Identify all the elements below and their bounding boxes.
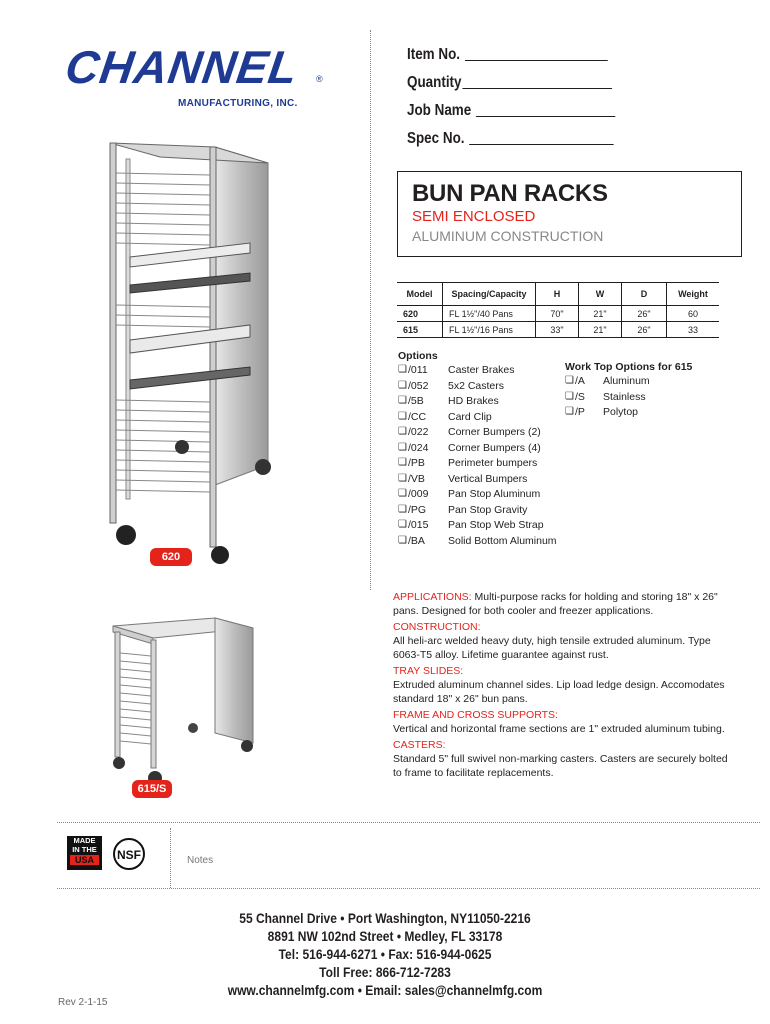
col-spacing: Spacing/Capacity xyxy=(443,283,536,306)
checkbox-icon[interactable]: ❏ xyxy=(398,519,407,530)
option-item[interactable] xyxy=(398,442,557,458)
description-section xyxy=(393,590,733,782)
option-code: /5B xyxy=(408,395,424,407)
revision-label: Rev 2-1-15 xyxy=(58,997,108,1008)
address-line-2: 8891 NW 102nd Street • Medley, FL 33178 xyxy=(267,928,503,944)
options-list xyxy=(398,350,557,550)
tray-slides-text: Extruded aluminum channel sides. Lip load ledge design. Accomodates standard 18" x 26" bun pans. xyxy=(393,679,725,705)
casters-heading: CASTERS: xyxy=(393,739,446,751)
cell-d: 26" xyxy=(622,306,667,322)
option-code: /VB xyxy=(408,472,425,485)
spec-table-header xyxy=(397,283,719,306)
product-title: BUN PAN RACKS xyxy=(412,180,608,207)
option-label: Pan Stop Aluminum xyxy=(448,488,541,500)
notes-label: Notes xyxy=(187,855,214,866)
option-item[interactable] xyxy=(398,457,557,473)
registered-mark: ® xyxy=(316,74,323,84)
option-label: Solid Bottom Aluminum xyxy=(448,534,557,547)
frame-heading: FRAME AND CROSS SUPPORTS: xyxy=(393,709,558,721)
option-label: 5x2 Casters xyxy=(448,379,505,392)
work-top-option-label: Polytop xyxy=(603,406,639,418)
cell-weight: 60 xyxy=(687,308,698,319)
product-subtitle: SEMI ENCLOSED xyxy=(412,208,536,225)
quantity-field[interactable] xyxy=(407,64,616,92)
work-top-option-item[interactable] xyxy=(565,406,692,422)
option-code: /011 xyxy=(408,364,428,376)
option-item[interactable] xyxy=(398,535,557,551)
usa-text: USA xyxy=(70,855,99,865)
option-item[interactable] xyxy=(398,504,557,520)
channel-logo xyxy=(62,38,328,118)
option-item[interactable] xyxy=(398,426,557,442)
work-top-option-item[interactable] xyxy=(565,375,692,391)
job-name-field[interactable] xyxy=(407,92,616,120)
spec-no-field[interactable] xyxy=(407,120,616,148)
casters-text: Standard 5" full swivel non-marking casters. Casters are securely bolted to frame to facilitate replacements. xyxy=(393,753,728,779)
option-item[interactable] xyxy=(398,364,557,380)
made-in-usa-badge xyxy=(67,836,102,870)
logo-subtitle: MANUFACTURING, INC. xyxy=(178,98,298,109)
checkbox-icon[interactable]: ❏ xyxy=(565,390,574,402)
option-item[interactable] xyxy=(398,380,557,396)
phone-fax-line: Tel: 516-944-6271 • Fax: 516-944-0625 xyxy=(278,946,492,962)
vertical-divider xyxy=(370,30,371,590)
work-top-option-code: /S xyxy=(575,390,585,403)
work-top-option-code: /P xyxy=(575,406,585,418)
checkbox-icon[interactable]: ❏ xyxy=(398,534,407,546)
tray-slides-heading: TRAY SLIDES: xyxy=(393,665,464,677)
option-code: /022 xyxy=(408,426,429,438)
option-item[interactable] xyxy=(398,411,557,427)
col-w: W xyxy=(579,283,622,306)
item-no-label: Item No. xyxy=(407,46,461,63)
option-label: Perimeter bumpers xyxy=(448,457,538,469)
option-code: /PB xyxy=(408,457,425,469)
nsf-logo xyxy=(110,838,148,870)
spec-no-line[interactable] xyxy=(470,144,614,145)
checkbox-icon[interactable]: ❏ xyxy=(398,441,407,453)
applications-heading: APPLICATIONS: xyxy=(393,591,472,603)
col-model: Model xyxy=(397,283,443,306)
separator-top xyxy=(57,822,760,823)
nsf-text: NSF xyxy=(117,848,141,862)
col-weight: Weight xyxy=(667,283,720,306)
job-name-line[interactable] xyxy=(476,116,615,117)
cell-spacing: FL 1½"/40 Pans xyxy=(443,306,536,322)
cell-w: 21" xyxy=(579,306,622,322)
checkbox-icon[interactable]: ❏ xyxy=(398,457,407,468)
cell-w: 21" xyxy=(579,322,622,338)
option-label: Card Clip xyxy=(448,410,492,423)
option-label: HD Brakes xyxy=(448,395,499,407)
quantity-label: Quantity xyxy=(407,74,462,91)
spec-no-label: Spec No. xyxy=(407,130,465,147)
checkbox-icon[interactable]: ❏ xyxy=(398,488,407,499)
option-item[interactable] xyxy=(398,519,557,535)
option-item[interactable] xyxy=(398,488,557,504)
table-row xyxy=(397,306,719,322)
rack-615-badge: 615/S xyxy=(132,780,172,798)
title-box xyxy=(397,171,742,257)
checkbox-icon[interactable]: ❏ xyxy=(398,472,407,484)
footer-contact xyxy=(0,909,770,999)
option-code: /PG xyxy=(408,503,427,516)
applications-text: Multi-purpose racks for holding and storing 18" x 26" pans. Designed for both cooler and freezer applications. xyxy=(393,591,718,617)
cell-weight: 33 xyxy=(687,324,698,335)
construction-heading: CONSTRUCTION: xyxy=(393,621,481,633)
checkbox-icon[interactable]: ❏ xyxy=(398,379,407,391)
option-label: Pan Stop Gravity xyxy=(448,503,528,516)
job-name-label: Job Name xyxy=(407,102,472,119)
notes-divider xyxy=(170,828,171,888)
table-row xyxy=(397,322,719,338)
cell-d: 26" xyxy=(622,322,667,338)
options-title: Options xyxy=(398,350,438,362)
cell-spacing: FL 1½"/16 Pans xyxy=(443,322,536,338)
option-code: /052 xyxy=(408,379,429,392)
option-code: /024 xyxy=(408,441,429,454)
applications-paragraph xyxy=(393,590,733,618)
option-label: Vertical Bumpers xyxy=(448,472,528,485)
quantity-line[interactable] xyxy=(462,88,612,89)
option-label: Caster Brakes xyxy=(448,364,515,376)
work-top-option-label: Aluminum xyxy=(603,375,650,387)
checkbox-icon[interactable]: ❏ xyxy=(565,375,574,386)
checkbox-icon[interactable]: ❏ xyxy=(398,426,407,437)
cell-model: 620 xyxy=(397,306,443,322)
in-the-text: IN THE xyxy=(72,844,97,854)
separator-bottom xyxy=(57,888,760,889)
option-label: Corner Bumpers (4) xyxy=(448,441,541,454)
construction-text: All heli-arc welded heavy duty, high tensile extruded aluminum. Type 6063-T5 alloy. Lifetime guarantee against rust. xyxy=(393,635,711,661)
cell-h: 70" xyxy=(536,306,579,322)
made-text: MADE xyxy=(73,836,96,845)
option-code: /CC xyxy=(408,410,427,423)
rack-620-badge: 620 xyxy=(150,548,192,566)
cell-model: 615 xyxy=(397,322,443,338)
spec-table xyxy=(397,282,719,338)
address-line-1: 55 Channel Drive • Port Washington, NY11050-2216 xyxy=(239,910,531,926)
product-material: ALUMINUM CONSTRUCTION xyxy=(412,228,604,244)
option-code: /BA xyxy=(408,534,425,547)
checkbox-icon[interactable]: ❏ xyxy=(398,503,407,515)
col-h: H xyxy=(536,283,579,306)
rack-620-image xyxy=(100,135,280,565)
checkbox-icon[interactable]: ❏ xyxy=(398,410,407,422)
work-top-options xyxy=(565,361,692,422)
item-no-field[interactable] xyxy=(407,36,616,64)
item-fields xyxy=(407,36,655,148)
checkbox-icon[interactable]: ❏ xyxy=(398,364,407,375)
item-no-line[interactable] xyxy=(465,60,608,61)
logo-wordmark: CHANNEL xyxy=(62,41,302,93)
option-code: /009 xyxy=(408,488,429,500)
option-code: /015 xyxy=(408,519,429,531)
frame-text: Vertical and horizontal frame sections are 1" extruded aluminum tubing. xyxy=(393,723,725,735)
col-d: D xyxy=(622,283,667,306)
work-top-title: Work Top Options for 615 xyxy=(565,361,693,373)
work-top-option-code: /A xyxy=(575,375,585,387)
option-label: Corner Bumpers (2) xyxy=(448,426,541,438)
work-top-option-label: Stainless xyxy=(603,390,646,403)
web-email-line[interactable]: www.channelmfg.com • Email: sales@channelmfg.com xyxy=(227,982,543,998)
checkbox-icon[interactable]: ❏ xyxy=(398,395,407,406)
option-label: Pan Stop Web Strap xyxy=(448,519,544,531)
rack-615-image xyxy=(105,608,260,798)
toll-free-line: Toll Free: 866-712-7283 xyxy=(319,964,451,980)
option-item[interactable] xyxy=(398,395,557,411)
option-item[interactable] xyxy=(398,473,557,489)
work-top-option-item[interactable] xyxy=(565,391,692,407)
cell-h: 33" xyxy=(536,322,579,338)
checkbox-icon[interactable]: ❏ xyxy=(565,406,574,417)
